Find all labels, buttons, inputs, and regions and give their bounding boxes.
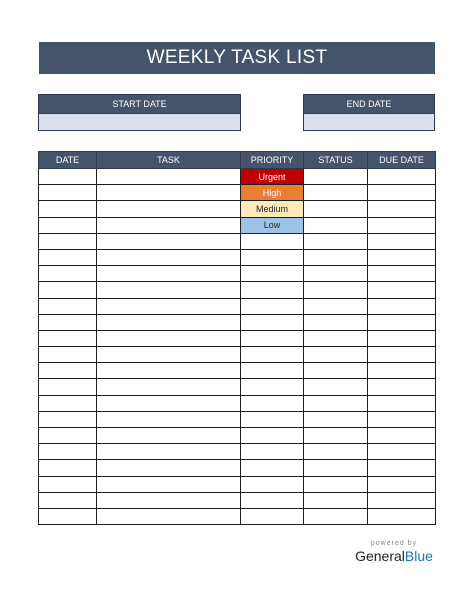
status-cell[interactable] [304, 266, 368, 282]
task-cell[interactable] [97, 508, 241, 524]
priority-cell[interactable] [241, 298, 304, 314]
date-cell[interactable] [39, 363, 97, 379]
task-cell[interactable] [97, 314, 241, 330]
date-cell[interactable] [39, 411, 97, 427]
due-date-cell[interactable] [368, 201, 436, 217]
task-cell[interactable] [97, 217, 241, 233]
status-cell[interactable] [304, 347, 368, 363]
task-cell[interactable] [97, 298, 241, 314]
powered-by-text: powered by [370, 540, 418, 547]
table-header-row [39, 152, 436, 169]
header-date: DATE [39, 152, 97, 169]
table-row [39, 444, 436, 460]
date-cell[interactable] [39, 395, 97, 411]
priority-low[interactable]: Low [241, 217, 304, 233]
status-cell[interactable] [304, 476, 368, 492]
task-cell[interactable] [97, 233, 241, 249]
date-cell[interactable] [39, 492, 97, 508]
status-cell[interactable] [304, 411, 368, 427]
due-date-cell[interactable] [368, 492, 436, 508]
due-date-cell[interactable] [368, 314, 436, 330]
date-cell[interactable] [39, 169, 97, 185]
due-date-cell[interactable] [368, 330, 436, 346]
task-cell[interactable] [97, 282, 241, 298]
brand-name-blue: Blue [404, 548, 433, 564]
status-cell[interactable] [304, 249, 368, 265]
task-cell[interactable] [97, 169, 241, 185]
start-date-box [38, 94, 241, 131]
priority-medium[interactable]: Medium [241, 201, 304, 217]
task-cell[interactable] [97, 363, 241, 379]
due-date-cell[interactable] [368, 460, 436, 476]
date-cell[interactable] [39, 298, 97, 314]
table-row [39, 460, 436, 476]
due-date-cell[interactable] [368, 363, 436, 379]
priority-cell[interactable] [241, 476, 304, 492]
priority-cell[interactable] [241, 395, 304, 411]
date-cell[interactable] [39, 233, 97, 249]
table-row [39, 363, 436, 379]
status-cell[interactable] [304, 363, 368, 379]
table-row [39, 395, 436, 411]
due-date-cell[interactable] [368, 185, 436, 201]
table-row [39, 233, 436, 249]
due-date-cell[interactable] [368, 508, 436, 524]
priority-cell[interactable] [241, 492, 304, 508]
due-date-cell[interactable] [368, 379, 436, 395]
start-date-field[interactable] [39, 114, 240, 130]
header-task: TASK [97, 152, 241, 169]
table-row [39, 282, 436, 298]
due-date-cell[interactable] [368, 169, 436, 185]
task-cell[interactable] [97, 249, 241, 265]
status-cell[interactable] [304, 185, 368, 201]
priority-cell[interactable] [241, 266, 304, 282]
due-date-cell[interactable] [368, 411, 436, 427]
status-cell[interactable] [304, 169, 368, 185]
due-date-cell[interactable] [368, 428, 436, 444]
priority-cell[interactable] [241, 233, 304, 249]
status-cell[interactable] [304, 330, 368, 346]
task-cell[interactable] [97, 476, 241, 492]
status-cell[interactable] [304, 508, 368, 524]
priority-cell[interactable] [241, 330, 304, 346]
start-date-label: START DATE [39, 95, 240, 114]
header-status: STATUS [304, 152, 368, 169]
header-due-date: DUE DATE [368, 152, 436, 169]
priority-cell[interactable] [241, 460, 304, 476]
table-row [39, 330, 436, 346]
task-cell[interactable] [97, 411, 241, 427]
due-date-cell[interactable] [368, 298, 436, 314]
status-cell[interactable] [304, 379, 368, 395]
status-cell[interactable] [304, 395, 368, 411]
table-row [39, 169, 436, 185]
date-cell[interactable] [39, 314, 97, 330]
status-cell[interactable] [304, 460, 368, 476]
brand-name-general: General [355, 548, 405, 564]
priority-cell[interactable] [241, 282, 304, 298]
status-cell[interactable] [304, 298, 368, 314]
status-cell[interactable] [304, 428, 368, 444]
status-cell[interactable] [304, 314, 368, 330]
table-row [39, 314, 436, 330]
date-cell[interactable] [39, 379, 97, 395]
priority-cell[interactable] [241, 428, 304, 444]
end-date-label: END DATE [304, 95, 434, 114]
brand-name [354, 548, 434, 564]
brand-logo [354, 540, 434, 564]
priority-cell[interactable] [241, 411, 304, 427]
table-row [39, 476, 436, 492]
date-cell[interactable] [39, 217, 97, 233]
end-date-box [303, 94, 435, 131]
header-priority: PRIORITY [241, 152, 304, 169]
task-cell[interactable] [97, 266, 241, 282]
priority-cell[interactable] [241, 379, 304, 395]
due-date-cell[interactable] [368, 266, 436, 282]
due-date-cell[interactable] [368, 249, 436, 265]
status-cell[interactable] [304, 217, 368, 233]
task-cell[interactable] [97, 330, 241, 346]
due-date-cell[interactable] [368, 233, 436, 249]
table-row [39, 492, 436, 508]
due-date-cell[interactable] [368, 444, 436, 460]
priority-cell[interactable] [241, 363, 304, 379]
date-cell[interactable] [39, 249, 97, 265]
status-cell[interactable] [304, 282, 368, 298]
priority-cell[interactable] [241, 347, 304, 363]
task-table [38, 151, 436, 525]
status-cell[interactable] [304, 444, 368, 460]
due-date-cell[interactable] [368, 217, 436, 233]
date-cell[interactable] [39, 428, 97, 444]
priority-urgent[interactable]: Urgent [241, 169, 304, 185]
date-cell[interactable] [39, 266, 97, 282]
table-row [39, 508, 436, 524]
priority-cell[interactable] [241, 249, 304, 265]
table-row [39, 379, 436, 395]
status-cell[interactable] [304, 233, 368, 249]
task-cell[interactable] [97, 347, 241, 363]
status-cell[interactable] [304, 492, 368, 508]
date-cell[interactable] [39, 508, 97, 524]
table-row [39, 217, 436, 233]
task-cell[interactable] [97, 379, 241, 395]
date-cell[interactable] [39, 330, 97, 346]
table-row [39, 347, 436, 363]
date-cell[interactable] [39, 460, 97, 476]
date-cell[interactable] [39, 185, 97, 201]
date-cell[interactable] [39, 476, 97, 492]
due-date-cell[interactable] [368, 347, 436, 363]
table-row [39, 298, 436, 314]
task-cell[interactable] [97, 201, 241, 217]
date-cell[interactable] [39, 282, 97, 298]
task-cell[interactable] [97, 460, 241, 476]
due-date-cell[interactable] [368, 282, 436, 298]
date-cell[interactable] [39, 444, 97, 460]
date-cell[interactable] [39, 201, 97, 217]
table-row [39, 411, 436, 427]
table-row [39, 185, 436, 201]
table-row [39, 266, 436, 282]
end-date-field[interactable] [304, 114, 434, 130]
task-cell[interactable] [97, 428, 241, 444]
priority-high[interactable]: High [241, 185, 304, 201]
due-date-cell[interactable] [368, 395, 436, 411]
priority-cell[interactable] [241, 444, 304, 460]
table-row [39, 249, 436, 265]
task-cell[interactable] [97, 395, 241, 411]
page-title: WEEKLY TASK LIST [39, 42, 435, 74]
table-row [39, 201, 436, 217]
due-date-cell[interactable] [368, 476, 436, 492]
date-cell[interactable] [39, 347, 97, 363]
priority-cell[interactable] [241, 314, 304, 330]
table-row [39, 428, 436, 444]
task-cell[interactable] [97, 492, 241, 508]
task-cell[interactable] [97, 444, 241, 460]
priority-cell[interactable] [241, 508, 304, 524]
task-cell[interactable] [97, 185, 241, 201]
status-cell[interactable] [304, 201, 368, 217]
